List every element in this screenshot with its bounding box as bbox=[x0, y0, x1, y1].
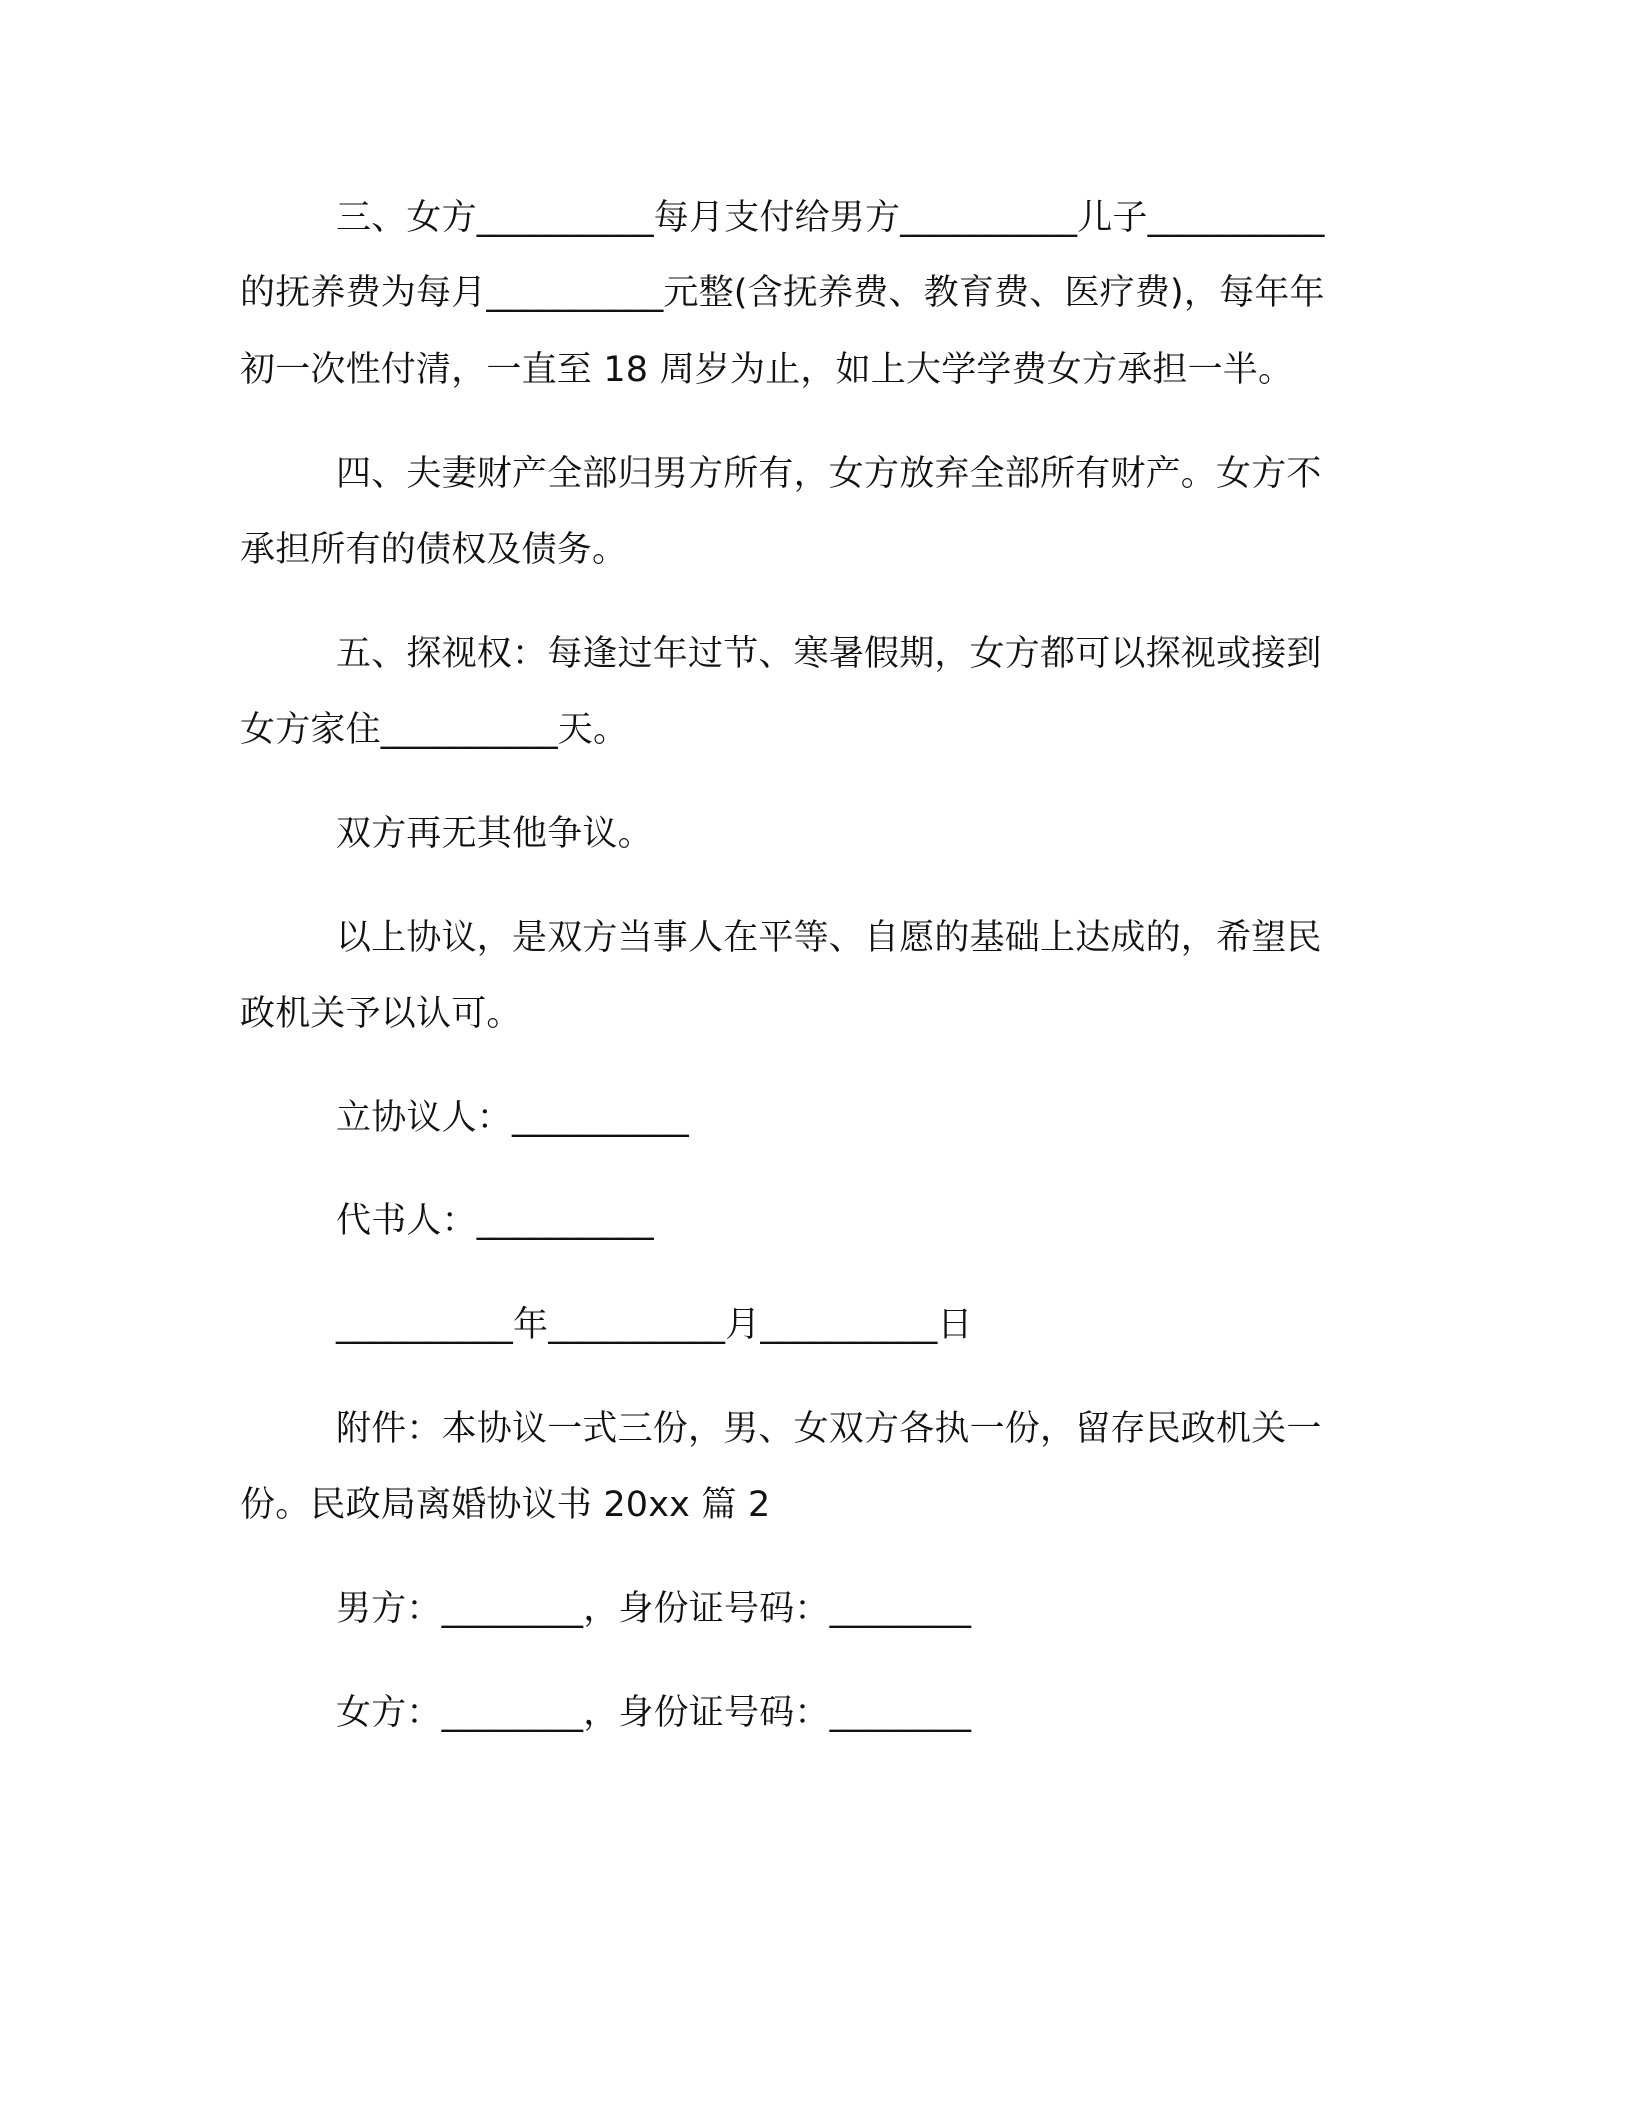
clause-five-line-1: 五、探视权：每逢过年过节、寒暑假期，女方都可以探视或接到 bbox=[336, 634, 1322, 674]
clause-three-line-3: 初一次性付清，一直至 18 周岁为止，如上大学学费女方承担一半。 bbox=[240, 350, 1294, 390]
approval-request-line-1: 以上协议，是双方当事人在平等、自愿的基础上达成的，希望民 bbox=[336, 918, 1322, 958]
clause-four-line-1: 四、夫妻财产全部归男方所有，女方放弃全部所有财产。女方不 bbox=[336, 454, 1322, 494]
attachment-note-line-1: 附件：本协议一式三份，男、女双方各执一份，留存民政机关一 bbox=[336, 1409, 1322, 1449]
signatory-field: 立协议人：__________ bbox=[336, 1098, 690, 1138]
clause-five-line-2: 女方家住__________天。 bbox=[240, 710, 629, 750]
female-party-field: 女方：________，身份证号码：________ bbox=[336, 1693, 972, 1733]
no-dispute-statement: 双方再无其他争议。 bbox=[336, 814, 653, 854]
clause-three-line-2: 的抚养费为每月__________元整(含抚养费、教育费、医疗费)，每年年 bbox=[240, 273, 1325, 313]
approval-request-line-2: 政机关予以认可。 bbox=[240, 994, 522, 1034]
date-field: __________年__________月__________日 bbox=[336, 1305, 973, 1345]
male-party-field: 男方：________，身份证号码：________ bbox=[336, 1589, 972, 1629]
clause-three-line-1: 三、女方__________每月支付给男方__________儿子__________ bbox=[336, 198, 1325, 238]
clause-four-line-2: 承担所有的债权及债务。 bbox=[240, 530, 628, 570]
scribe-field: 代书人：__________ bbox=[336, 1201, 654, 1241]
attachment-note-line-2: 份。民政局离婚协议书 20xx 篇 2 bbox=[240, 1485, 771, 1525]
